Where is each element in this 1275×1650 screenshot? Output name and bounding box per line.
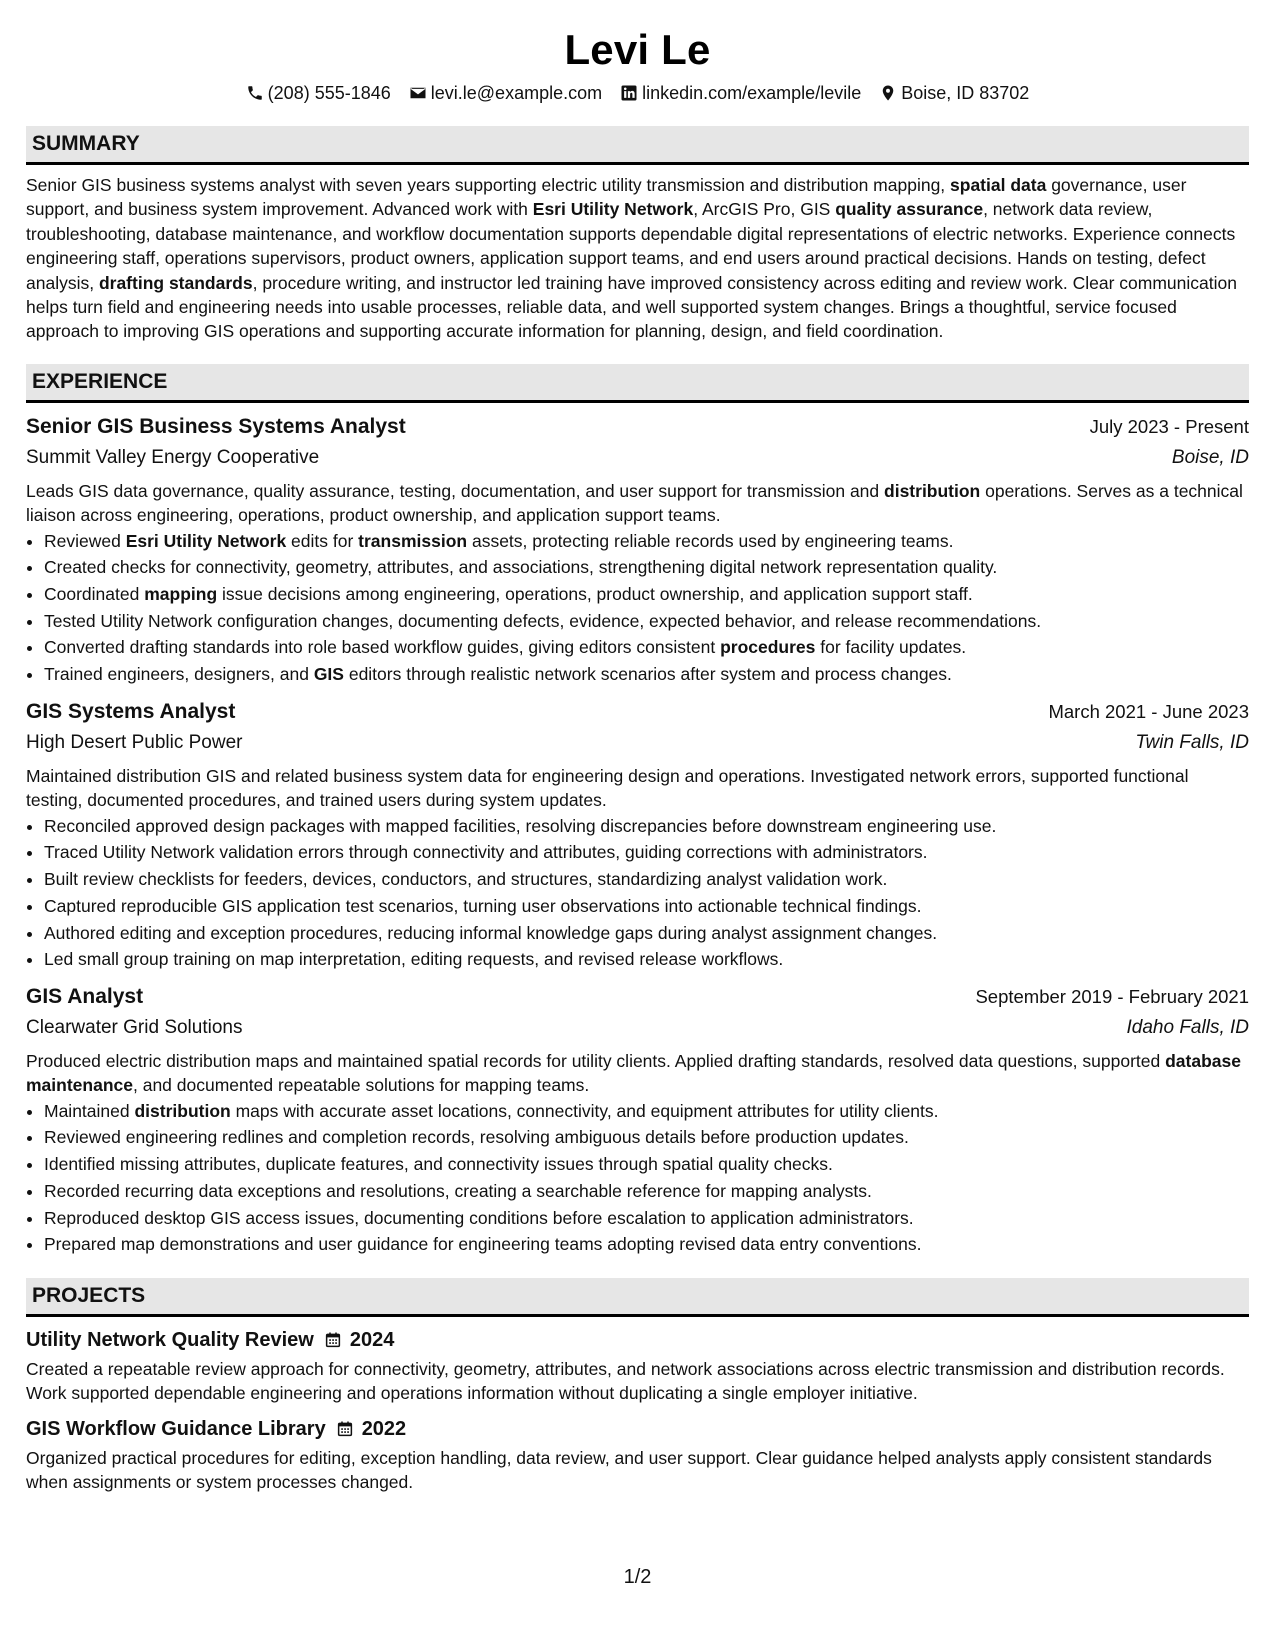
job-bullet: • Maintained distribution maps with accurate asset locations, connectivity, and equipment attributes for utility clients. — [44, 1098, 1249, 1125]
job-bullets — [26, 813, 1249, 973]
job-bullet: • Reviewed engineering redlines and completion records, resolving ambiguous details before production updates. — [44, 1124, 1249, 1151]
job-location: Boise, ID — [1171, 446, 1249, 468]
contact-bar — [26, 80, 1249, 106]
job-bullet: • Reconciled approved design packages with mapped facilities, resolving discrepancies before downstream engineering use. — [44, 813, 1249, 840]
job-bullet: • Identified missing attributes, duplicate features, and connectivity issues through spatial quality checks. — [44, 1151, 1249, 1178]
job-entry — [26, 411, 1249, 688]
emphasis-text: transmission — [358, 530, 468, 551]
projects-heading: PROJECTS — [26, 1278, 1249, 1317]
job-title: Senior GIS Business Systems Analyst — [26, 414, 406, 438]
emphasis-text: spatial data — [950, 175, 1047, 195]
job-bullet: • Prepared map demonstrations and user guidance for engineering teams adopting revised data entry conventions. — [44, 1231, 1249, 1258]
job-bullets — [26, 1098, 1249, 1258]
job-bullet: • Recorded recurring data exceptions and resolutions, creating a searchable reference for mapping analysts. — [44, 1178, 1249, 1205]
job-bullet: • Built review checklists for feeders, devices, conductors, and structures, standardizing analyst validation work. — [44, 866, 1249, 893]
job-company: Summit Valley Energy Cooperative — [26, 446, 320, 468]
contact-phone-text[interactable]: (208) 555-1846 — [267, 83, 391, 103]
job-bullet: • Traced Utility Network validation errors through connectivity and attributes, guiding corrections with administrators. — [44, 839, 1249, 866]
calendar-icon — [324, 1331, 342, 1349]
contact-linkedin — [620, 80, 861, 106]
resume-page — [26, 24, 1249, 1495]
experience-heading: EXPERIENCE — [26, 364, 1249, 403]
job-location: Twin Falls, ID — [1135, 731, 1249, 753]
linkedin-icon — [620, 84, 638, 102]
job-bullet: • Created checks for connectivity, geometry, attributes, and associations, strengthening digital network representation quality. — [44, 554, 1249, 581]
contact-email — [409, 80, 602, 106]
job-dates: March 2021 - June 2023 — [1048, 700, 1249, 722]
project-year-text: 2022 — [361, 1417, 407, 1440]
emphasis-text: Esri Utility Network — [125, 530, 287, 551]
job-bullet: • Converted drafting standards into role based workflow guides, giving editors consistent procedures for facility updates. — [44, 634, 1249, 661]
emphasis-text: distribution — [884, 480, 981, 501]
project-entry — [26, 1325, 1249, 1406]
contact-phone — [246, 80, 391, 106]
job-title: GIS Systems Analyst — [26, 699, 236, 723]
job-title: GIS Analyst — [26, 984, 144, 1008]
emphasis-text: Esri Utility Network — [532, 199, 694, 220]
contact-linkedin-text[interactable]: linkedin.com/example/levile — [642, 83, 862, 103]
emphasis-text: GIS — [313, 664, 344, 685]
job-company: High Desert Public Power — [26, 731, 243, 753]
job-bullet: • Coordinated mapping issue decisions among engineering, operations, product ownership, and application support staff. — [44, 581, 1249, 608]
job-bullet: • Trained engineers, designers, and GIS editors through realistic network scenarios after system and process changes. — [44, 661, 1249, 688]
job-dates: July 2023 - Present — [1089, 415, 1249, 437]
job-entry — [26, 696, 1249, 973]
project-title: GIS Workflow Guidance Library — [26, 1417, 326, 1440]
phone-icon — [246, 84, 264, 102]
emphasis-text: procedures — [720, 637, 816, 658]
job-bullet: • Reproduced desktop GIS access issues, documenting conditions before escalation to application administrators. — [44, 1205, 1249, 1232]
job-summary: Leads GIS data governance, quality assurance, testing, documentation, and user support for transmission and distribution operations. Serves as a technical liaison across engineering, operations, product ownership, and application support teams. — [26, 480, 1243, 526]
job-bullet: • Reviewed Esri Utility Network edits for transmission assets, protecting reliable records used by engineering teams. — [44, 528, 1249, 555]
project-title: Utility Network Quality Review — [26, 1328, 314, 1351]
job-bullet: • Led small group training on map interpretation, editing requests, and revised release workflows. — [44, 946, 1249, 973]
job-location: Idaho Falls, ID — [1126, 1016, 1249, 1038]
emphasis-text: drafting standards — [98, 272, 253, 293]
project-description: Organized practical procedures for editing, exception handling, data review, and user support. Clear guidance helped analysts apply consistent standards when assignments or system processes changed. — [26, 1447, 1212, 1493]
summary-paragraph: Senior GIS business systems analyst with seven years supporting electric utility transmission and distribution mapping, spatial data governance, user support, and business system improvement. Advanced work with Esri Utility Network, ArcGIS Pro, GIS quality assurance, network data review, troubleshooting, database maintenance, and workflow documentation supports dependable digital representations of electric networks. Experience connects engineering staff, operations supervisors, product owners, application support teams, and end users around practical decisions. Hands on testing, defect analysis, drafting standards, procedure writing, and instructor led training have improved consistency across editing and review work. Clear communication helps turn field and engineering needs into usable processes, reliable data, and well supported system changes. Brings a thoughtful, service focused approach to improving GIS operations and supporting accurate information for planning, design, and field coordination. — [26, 175, 1237, 342]
emphasis-text: mapping — [144, 584, 218, 605]
location-pin-icon — [879, 84, 897, 102]
emphasis-text: database maintenance — [26, 1050, 1241, 1096]
contact-location — [879, 80, 1029, 106]
emphasis-text: quality assurance — [835, 199, 984, 220]
job-entry — [26, 981, 1249, 1258]
calendar-icon — [336, 1420, 354, 1438]
contact-location-text: Boise, ID 83702 — [901, 83, 1030, 103]
contact-email-text[interactable]: levi.le@example.com — [430, 83, 603, 103]
envelope-icon — [409, 84, 427, 102]
page-number: 1/2 — [623, 1566, 652, 1588]
project-year — [324, 1325, 395, 1355]
job-bullets — [26, 528, 1249, 688]
job-summary: Maintained distribution GIS and related business system data for engineering design and operations. Investigated network errors, supported functional testing, documented procedures, and trained users during system updates. — [26, 765, 1189, 811]
job-summary: Produced electric distribution maps and maintained spatial records for utility clients. Applied drafting standards, resolved data questions, supported database maintenance, and documented repeatable solutions for mapping teams. — [26, 1050, 1241, 1096]
job-bullet: • Authored editing and exception procedures, reducing informal knowledge gaps during analyst assignment changes. — [44, 920, 1249, 947]
emphasis-text: distribution — [134, 1100, 231, 1121]
project-year — [336, 1414, 407, 1444]
job-company: Clearwater Grid Solutions — [26, 1016, 243, 1038]
project-year-text: 2024 — [349, 1328, 395, 1351]
project-entry — [26, 1414, 1249, 1495]
job-dates: September 2019 - February 2021 — [975, 985, 1249, 1007]
job-bullet: • Tested Utility Network configuration changes, documenting defects, evidence, expected behavior, and release recommendations. — [44, 608, 1249, 635]
job-bullet: • Captured reproducible GIS application test scenarios, turning user observations into actionable technical findings. — [44, 893, 1249, 920]
summary-heading: SUMMARY — [26, 126, 1249, 165]
candidate-name: Levi Le — [564, 26, 711, 73]
project-description: Created a repeatable review approach for connectivity, geometry, attributes, and network associations across electric transmission and distribution records. Work supported dependable engineering and operations information without duplicating a single employer initiative. — [26, 1358, 1225, 1404]
